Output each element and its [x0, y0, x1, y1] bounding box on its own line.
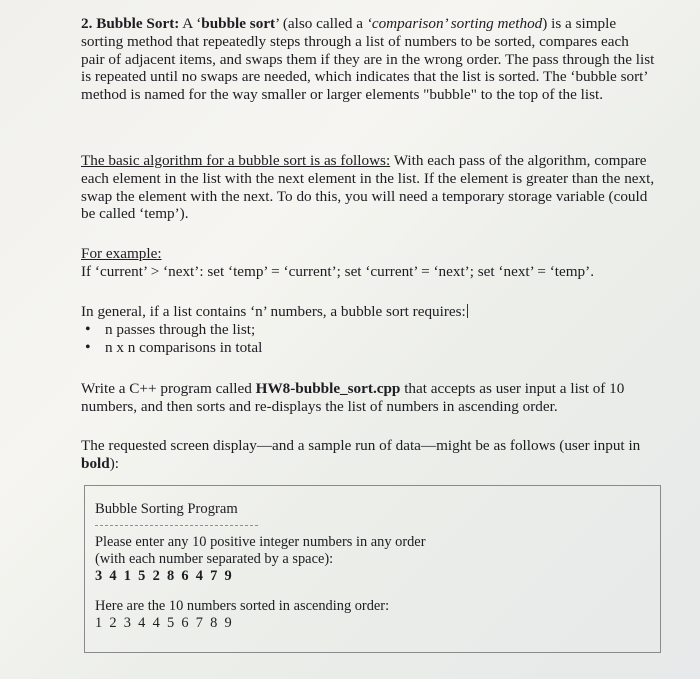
example-paragraph: [81, 245, 656, 281]
section-heading: 2. Bubble Sort:: [81, 15, 180, 32]
alt-name: ‘comparison’ sorting method: [366, 15, 543, 32]
prompt-line-1: Please enter any 10 positive integer numbers in any order: [95, 534, 426, 550]
list-item: • n x n comparisons in total: [81, 339, 656, 357]
general-lead: In general, if a list contains ‘n’ numbers, a bubble sort requires:: [81, 303, 466, 320]
general-paragraph: [81, 303, 656, 356]
intro-paragraph: [81, 15, 656, 104]
sample-run-body: [95, 534, 645, 632]
bold-word: bold: [81, 454, 110, 472]
display-text-1: The requested screen display—and a sample run of data—might be as follows (user input in: [81, 437, 641, 454]
sample-run-title: Bubble Sorting Program: [95, 501, 238, 517]
intro-text-2: ’ (also called a: [275, 15, 367, 32]
list-item: • n passes through the list;: [81, 321, 656, 339]
intro-text-1: A ‘: [179, 15, 202, 32]
term-bubble-sort: bubble sort: [201, 15, 276, 32]
task-text-1: Write a C++ program called: [81, 380, 256, 397]
example-lead: For example:: [81, 245, 162, 262]
text-cursor: [467, 304, 468, 318]
prompt-line-2: (with each number separated by a space):: [95, 551, 334, 567]
sorted-result: 1 2 3 4 4 5 6 7 8 9: [95, 615, 234, 631]
sample-run-box: [84, 485, 661, 653]
divider: [95, 525, 258, 526]
user-input: 3 4 1 5 2 8 6 4 7 9: [95, 568, 234, 584]
task-text-2: that accepts as user input a list of 10 numbers, and then sorts and re-displays the list of numbers in ascending order.: [81, 380, 625, 415]
task-paragraph: [81, 380, 656, 416]
example-body: If ‘current’ > ‘next’: set ‘temp’ = ‘current’; set ‘current’ = ‘next’; set ‘next’ = ‘temp’.: [81, 262, 594, 280]
requirements-list: [81, 321, 656, 357]
intro-text-3: ) is a simple sorting method that repeatedly steps through a list of numbers to be sorted, compares each pair of adjacent items, and swaps them if they are in the wrong order. The pass through the list is repeated until no swaps are needed, which indicates that the list is sorted. The ‘bubble sort’ method is named for the way smaller or larger elements "bubble" to the top of the list.: [81, 15, 655, 104]
algorithm-body: With each pass of the algorithm, compare each element in the list with the next element in the list. If the element is greater than the next, swap the element with the next. To do this, you will need a temporary storage variable (could be called ‘temp’).: [81, 152, 655, 223]
result-label: Here are the 10 numbers sorted in ascending order:: [95, 598, 390, 614]
display-text-2: ):: [109, 454, 119, 472]
display-paragraph: [81, 437, 656, 473]
algorithm-lead: The basic algorithm for a bubble sort is as follows:: [81, 152, 391, 169]
algorithm-paragraph: [81, 152, 656, 223]
program-filename: HW8-bubble_sort.cpp: [255, 380, 401, 397]
